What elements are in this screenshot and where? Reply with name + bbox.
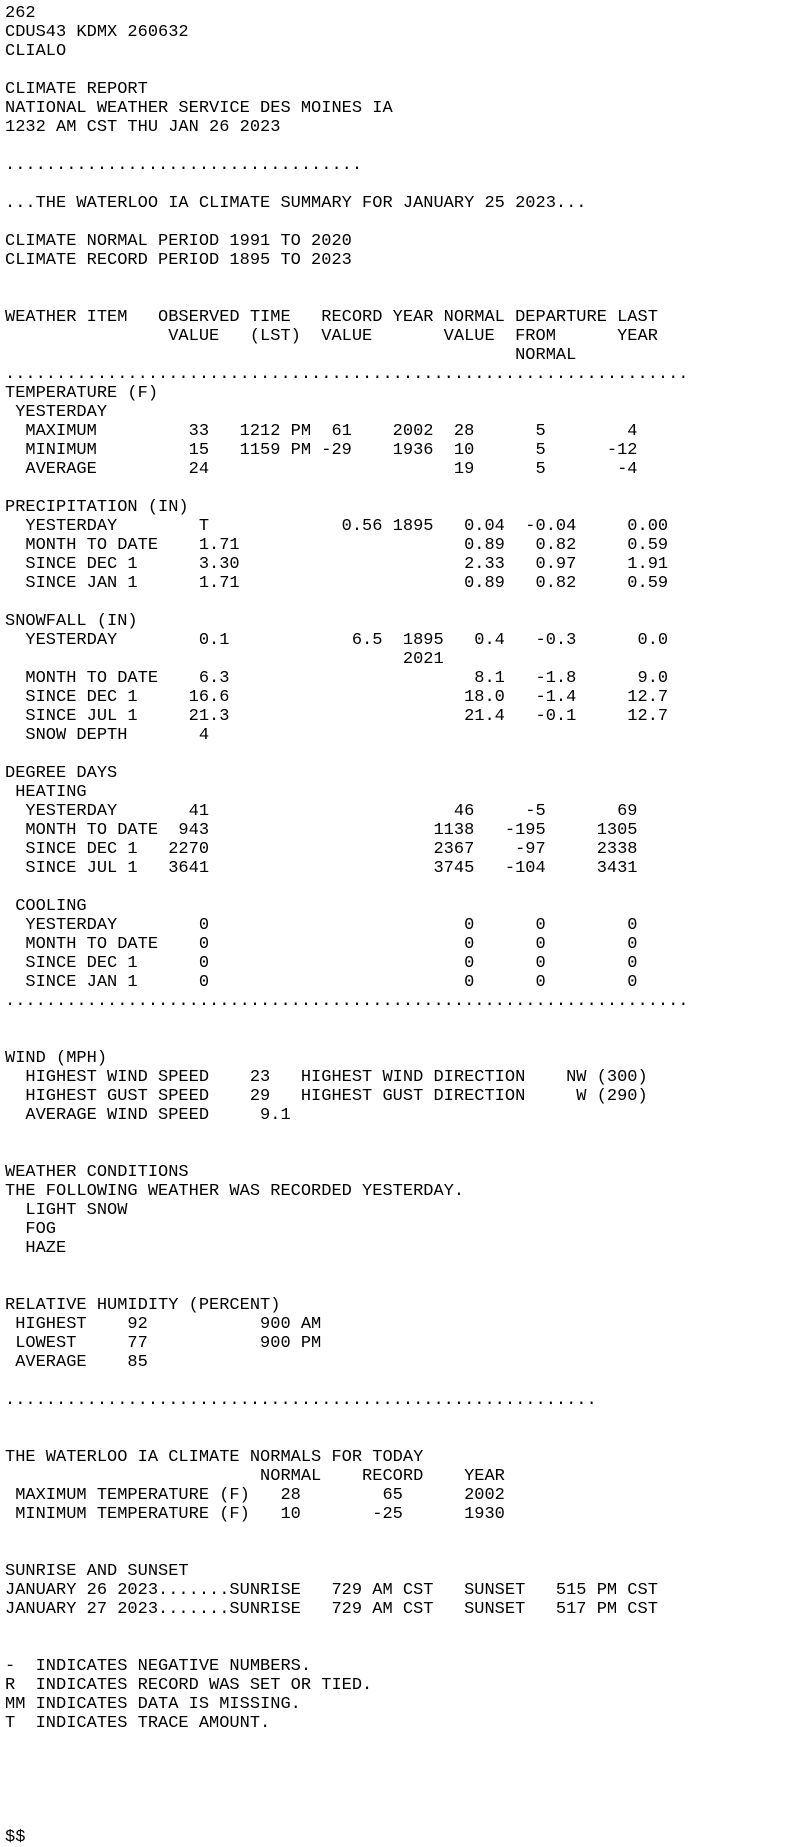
report-line: SINCE DEC 1 0 0 0 0 [5, 954, 638, 973]
report-line: FOG [5, 1220, 57, 1239]
report-line [5, 137, 689, 156]
report-line [5, 1410, 689, 1429]
report-line [5, 1011, 689, 1030]
report-line: THE FOLLOWING WEATHER WAS RECORDED YESTERDAY. [5, 1182, 465, 1201]
report-line [5, 1752, 689, 1771]
report-line: THE WATERLOO IA CLIMATE NORMALS FOR TODAY [5, 1448, 424, 1467]
report-line [5, 1524, 689, 1543]
report-line: SINCE JUL 1 21.3 21.4 -0.1 12.7 [5, 707, 669, 726]
report-line [5, 213, 689, 232]
climate-report-text [5, 4, 689, 1847]
report-line: COOLING [5, 897, 87, 916]
report-line: AVERAGE 85 [5, 1353, 148, 1372]
report-line: ................................... [5, 156, 363, 175]
report-line: NORMAL RECORD YEAR [5, 1467, 505, 1486]
report-line [5, 1277, 689, 1296]
report-line: $$ [5, 1828, 26, 1847]
report-line: WEATHER ITEM OBSERVED TIME RECORD YEAR NORMAL DEPARTURE LAST [5, 308, 658, 327]
report-line [5, 1771, 689, 1790]
report-line: CLIALO [5, 42, 67, 61]
report-line: MONTH TO DATE 943 1138 -195 1305 [5, 821, 638, 840]
report-line: YESTERDAY 0.1 6.5 1895 0.4 -0.3 0.0 [5, 631, 669, 650]
report-line [5, 175, 689, 194]
report-line: WEATHER CONDITIONS [5, 1163, 189, 1182]
report-line: MM INDICATES DATA IS MISSING. [5, 1695, 301, 1714]
report-line: - INDICATES NEGATIVE NUMBERS. [5, 1657, 312, 1676]
report-line: 262 [5, 4, 36, 23]
report-line [5, 878, 689, 897]
report-line [5, 289, 689, 308]
report-line [5, 1809, 689, 1828]
report-line: SNOWFALL (IN) [5, 612, 138, 631]
report-line: SINCE JAN 1 0 0 0 0 [5, 973, 638, 992]
report-line: DEGREE DAYS [5, 764, 118, 783]
report-line: CLIMATE RECORD PERIOD 1895 TO 2023 [5, 251, 352, 270]
report-line: ................................................................... [5, 992, 689, 1011]
report-line: SINCE DEC 1 16.6 18.0 -1.4 12.7 [5, 688, 669, 707]
report-line: R INDICATES RECORD WAS SET OR TIED. [5, 1676, 373, 1695]
report-line: VALUE (LST) VALUE VALUE FROM YEAR [5, 327, 658, 346]
report-line: LOWEST 77 900 PM [5, 1334, 322, 1353]
report-line: MINIMUM 15 1159 PM -29 1936 10 5 -12 [5, 441, 638, 460]
report-line: JANUARY 26 2023.......SUNRISE 729 AM CST SUNSET 515 PM CST [5, 1581, 658, 1600]
report-line: HAZE [5, 1239, 67, 1258]
report-line [5, 1619, 689, 1638]
report-line: SUNRISE AND SUNSET [5, 1562, 189, 1581]
report-line [5, 1258, 689, 1277]
report-line: CDUS43 KDMX 260632 [5, 23, 189, 42]
report-line: T INDICATES TRACE AMOUNT. [5, 1714, 271, 1733]
report-line: CLIMATE NORMAL PERIOD 1991 TO 2020 [5, 232, 352, 251]
report-line [5, 1030, 689, 1049]
report-line [5, 1790, 689, 1809]
report-line: MINIMUM TEMPERATURE (F) 10 -25 1930 [5, 1505, 505, 1524]
report-line: 1232 AM CST THU JAN 26 2023 [5, 118, 281, 137]
report-line: HIGHEST GUST SPEED 29 HIGHEST GUST DIRECTION W (290) [5, 1087, 648, 1106]
report-line: SNOW DEPTH 4 [5, 726, 210, 745]
report-line: MAXIMUM TEMPERATURE (F) 28 65 2002 [5, 1486, 505, 1505]
report-line: TEMPERATURE (F) [5, 384, 159, 403]
report-line [5, 1429, 689, 1448]
report-line: ...THE WATERLOO IA CLIMATE SUMMARY FOR JANUARY 25 2023... [5, 194, 587, 213]
report-line [5, 1543, 689, 1562]
report-line: HIGHEST WIND SPEED 23 HIGHEST WIND DIRECTION NW (300) [5, 1068, 648, 1087]
report-line: SINCE DEC 1 3.30 2.33 0.97 1.91 [5, 555, 669, 574]
report-line: AVERAGE 24 19 5 -4 [5, 460, 638, 479]
report-line: MONTH TO DATE 0 0 0 0 [5, 935, 638, 954]
report-line: YESTERDAY T 0.56 1895 0.04 -0.04 0.00 [5, 517, 669, 536]
report-line: NORMAL [5, 346, 577, 365]
report-line: ................................................................... [5, 365, 689, 384]
report-line: MAXIMUM 33 1212 PM 61 2002 28 5 4 [5, 422, 638, 441]
report-line: CLIMATE REPORT [5, 80, 148, 99]
report-line [5, 1125, 689, 1144]
report-line: HIGHEST 92 900 AM [5, 1315, 322, 1334]
report-line: MONTH TO DATE 1.71 0.89 0.82 0.59 [5, 536, 669, 555]
report-line: WIND (MPH) [5, 1049, 108, 1068]
report-line: SINCE JAN 1 1.71 0.89 0.82 0.59 [5, 574, 669, 593]
report-line [5, 1638, 689, 1657]
report-line [5, 1733, 689, 1752]
report-line [5, 745, 689, 764]
report-line [5, 593, 689, 612]
report-line: PRECIPITATION (IN) [5, 498, 189, 517]
report-line: YESTERDAY 0 0 0 0 [5, 916, 638, 935]
report-line [5, 61, 689, 80]
report-line [5, 479, 689, 498]
report-line: .......................................................... [5, 1391, 597, 1410]
report-line [5, 1372, 689, 1391]
report-line: YESTERDAY [5, 403, 108, 422]
report-line: MONTH TO DATE 6.3 8.1 -1.8 9.0 [5, 669, 669, 688]
report-line: LIGHT SNOW [5, 1201, 128, 1220]
report-line [5, 1144, 689, 1163]
report-line: AVERAGE WIND SPEED 9.1 [5, 1106, 291, 1125]
report-line: SINCE JUL 1 3641 3745 -104 3431 [5, 859, 638, 878]
report-line: JANUARY 27 2023.......SUNRISE 729 AM CST SUNSET 517 PM CST [5, 1600, 658, 1619]
report-line: 2021 [5, 650, 444, 669]
report-line: HEATING [5, 783, 87, 802]
report-line: SINCE DEC 1 2270 2367 -97 2338 [5, 840, 638, 859]
report-line: RELATIVE HUMIDITY (PERCENT) [5, 1296, 281, 1315]
report-line: YESTERDAY 41 46 -5 69 [5, 802, 638, 821]
report-line: NATIONAL WEATHER SERVICE DES MOINES IA [5, 99, 393, 118]
report-line [5, 270, 689, 289]
